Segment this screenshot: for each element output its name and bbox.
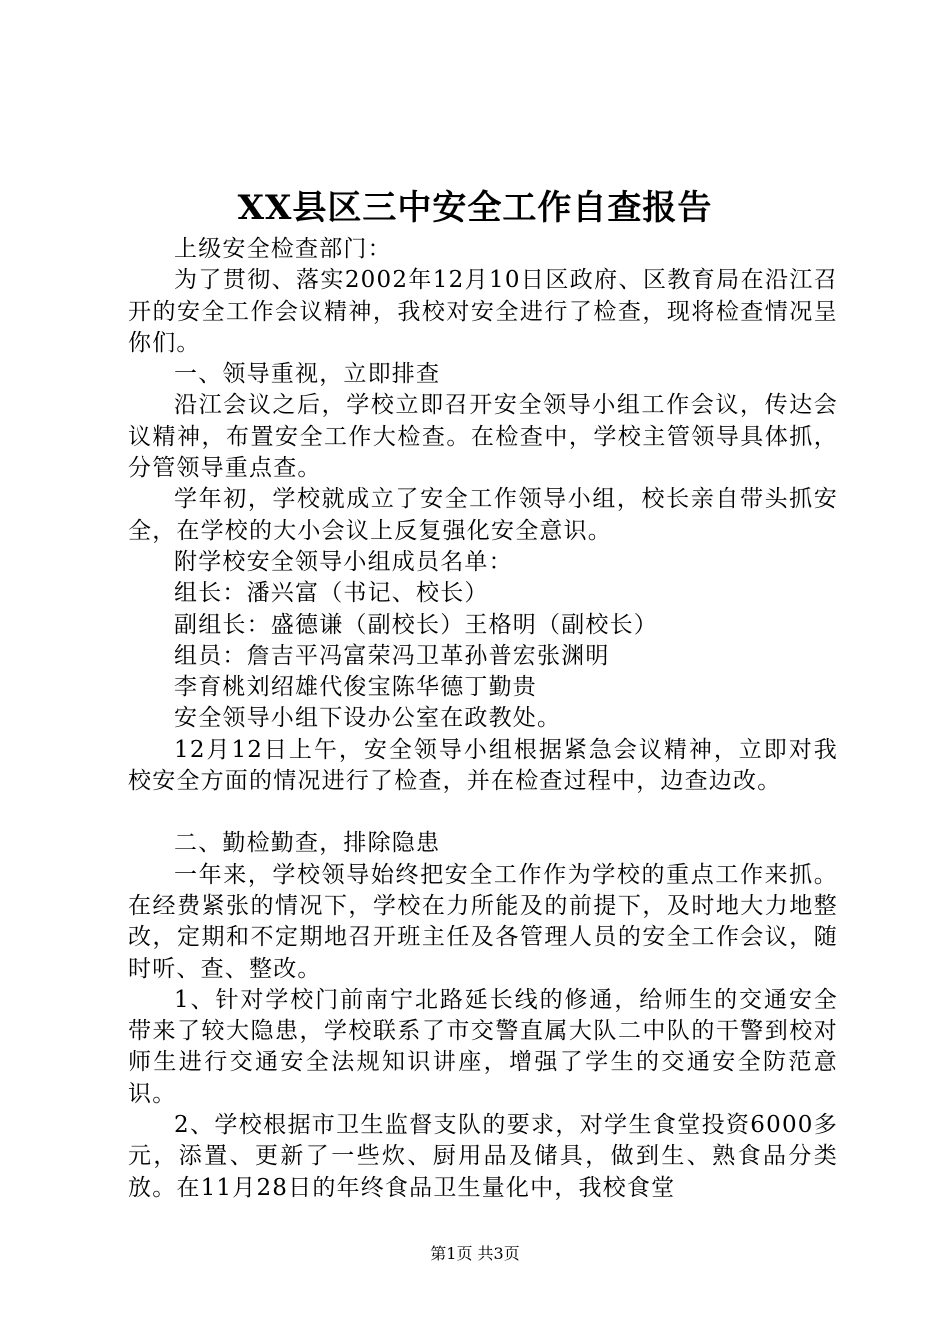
document-body [128, 234, 838, 1204]
salutation: 上级安全检查部门： [174, 236, 392, 262]
body-paragraph: 沿江会议之后，学校立即召开安全领导小组工作会议，传达会议精神，布置安全工作大检查。在检查中，学校主管领导具体抓，分管领导重点查。 [128, 392, 838, 482]
list-item: 2、学校根据市卫生监督支队的要求，对学生食堂投资6000多元，添置、更新了一些炊、厨用品及储具，做到生、熟食品分类放。在11月28日的年终食品卫生量化中，我校食堂 [128, 1112, 838, 1201]
body-paragraph: 安全领导小组下设办公室在政教处。 [174, 705, 562, 732]
member-list-item: 组员：詹吉平冯富荣冯卫革孙普宏张渊明 [174, 642, 610, 669]
section-heading-2: 二、勤检勤查，排除隐患 [174, 830, 441, 857]
intro-paragraph: 为了贯彻、落实2002年12月10日区政府、区教育局在沿江召开的安全工作会议精神，我校对安全进行了检查，现将检查情况呈你们。 [128, 267, 838, 356]
list-item: 1、针对学校门前南宁北路延长线的修通，给师生的交通安全带来了较大隐患，学校联系了市交警直属大队二中队的干警到校对师生进行交通安全法规知识讲座，增强了学生的交通安全防范意识。 [128, 986, 838, 1107]
member-list-item: 副组长：盛德谦（副校长）王格明（副校长） [174, 611, 658, 638]
member-list-item: 组长：潘兴富（书记、校长） [174, 580, 489, 607]
body-paragraph: 12月12日上午，安全领导小组根据紧急会议精神，立即对我校安全方面的情况进行了检查，并在检查过程中，边查边改。 [128, 736, 838, 795]
section-heading-1: 一、领导重视，立即排查 [174, 361, 441, 388]
member-list-item: 李育桃刘绍雄代俊宝陈华德丁勤贵 [174, 674, 537, 701]
body-paragraph: 一年来，学校领导始终把安全工作作为学校的重点工作来抓。在经费紧张的情况下，学校在力所能及的前提下，及时地大力地整改，定期和不定期地召开班主任及各管理人员的安全工作会议，随时听、查、整改。 [128, 861, 838, 982]
page-number: 第1页 共3页 [430, 1244, 520, 1263]
member-list-heading: 附学校安全领导小组成员名单： [174, 548, 513, 575]
body-paragraph: 学年初，学校就成立了安全工作领导小组，校长亲自带头抓安全，在学校的大小会议上反复强化安全意识。 [128, 486, 838, 544]
document-title: XX县区三中安全工作自查报告 [237, 188, 713, 228]
